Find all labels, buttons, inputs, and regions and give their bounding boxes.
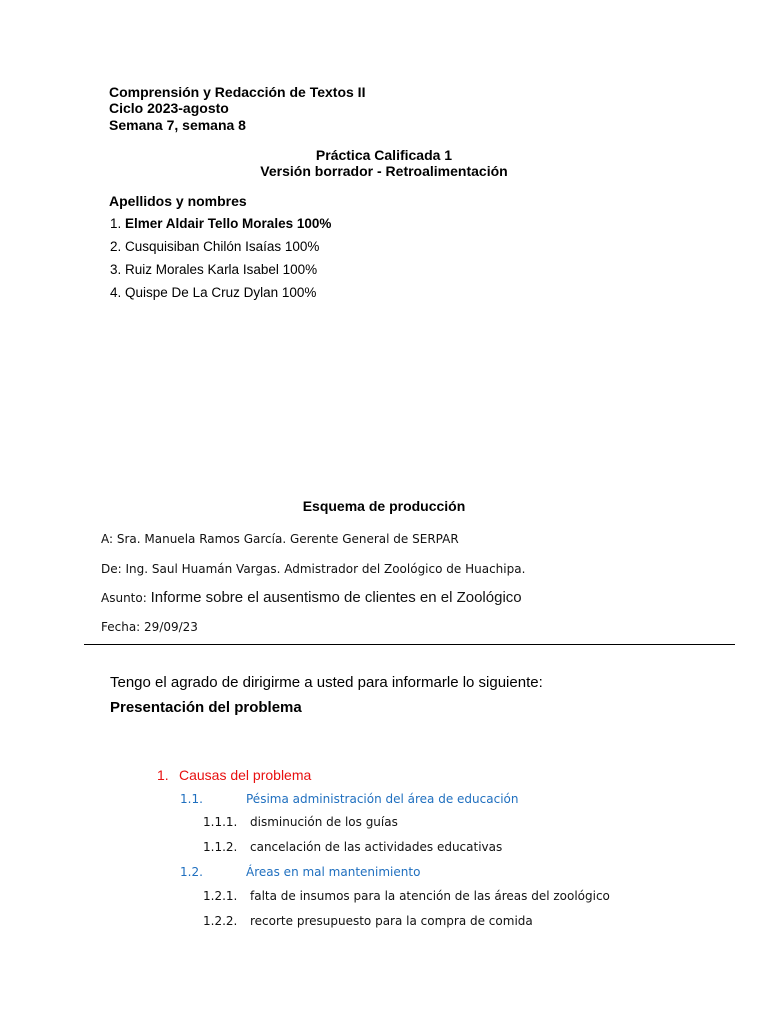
intro-text: Tengo el agrado de dirigirme a usted para informarle lo siguiente: <box>110 674 543 691</box>
members-heading: Apellidos y nombres <box>109 193 247 209</box>
memo-from: De: Ing. Saul Huamán Vargas. Admistrador del Zoológico de Huachipa. <box>101 562 526 576</box>
member-score: 100% <box>282 262 318 277</box>
memo-to: A: Sra. Manuela Ramos García. Gerente General de SERPAR <box>101 532 459 546</box>
member-name: Elmer Aldair Tello Morales <box>125 216 294 231</box>
section-heading: Presentación del problema <box>110 699 302 716</box>
outline-number: 1.1.1. <box>203 815 238 829</box>
member-name: Quispe De La Cruz Dylan <box>125 285 279 300</box>
outline-label: recorte presupuesto para la compra de comida <box>250 914 533 928</box>
member-score: 100% <box>296 216 332 231</box>
member-score: 100% <box>284 239 320 254</box>
memo-subject-text: Informe sobre el ausentismo de clientes en el Zoológico <box>150 589 522 606</box>
week-label: Semana 7, semana 8 <box>109 117 246 133</box>
scheme-title: Esquema de producción <box>302 498 466 514</box>
cycle-label: Ciclo 2023-agosto <box>109 100 229 116</box>
outline-number: 1.1.2. <box>203 840 238 854</box>
member-number: 1. <box>110 216 122 231</box>
practice-title: Práctica Calificada 1 <box>315 147 453 163</box>
outline-number: 1.2. <box>180 865 203 879</box>
member-number: 2. <box>110 239 122 254</box>
outline-label: Causas del problema <box>179 767 312 783</box>
member-item <box>110 262 317 277</box>
member-number: 4. <box>110 285 122 300</box>
outline-number: 1. <box>157 767 169 783</box>
outline-label: Áreas en mal mantenimiento <box>246 865 421 879</box>
course-title: Comprensión y Redacción de Textos II <box>109 84 366 100</box>
outline-number: 1.1. <box>180 792 203 806</box>
member-name: Cusquisiban Chilón Isaías <box>125 239 282 254</box>
outline-label: Pésima administración del área de educación <box>246 792 519 806</box>
outline-label: falta de insumos para la atención de las áreas del zoológico <box>250 889 610 903</box>
member-number: 3. <box>110 262 122 277</box>
outline-label: disminución de los guías <box>250 815 398 829</box>
outline-label: cancelación de las actividades educativas <box>250 840 503 854</box>
memo-subject-label: Asunto: <box>101 591 151 605</box>
member-item <box>110 216 331 231</box>
divider <box>84 644 735 645</box>
member-item <box>110 239 319 254</box>
member-name: Ruiz Morales Karla Isabel <box>125 262 279 277</box>
member-item <box>110 285 316 300</box>
memo-subject <box>101 589 522 606</box>
member-score: 100% <box>281 285 317 300</box>
outline-number: 1.2.2. <box>203 914 238 928</box>
outline-number: 1.2.1. <box>203 889 238 903</box>
memo-date: Fecha: 29/09/23 <box>101 620 198 634</box>
practice-subtitle: Versión borrador - Retroalimentación <box>260 163 508 179</box>
